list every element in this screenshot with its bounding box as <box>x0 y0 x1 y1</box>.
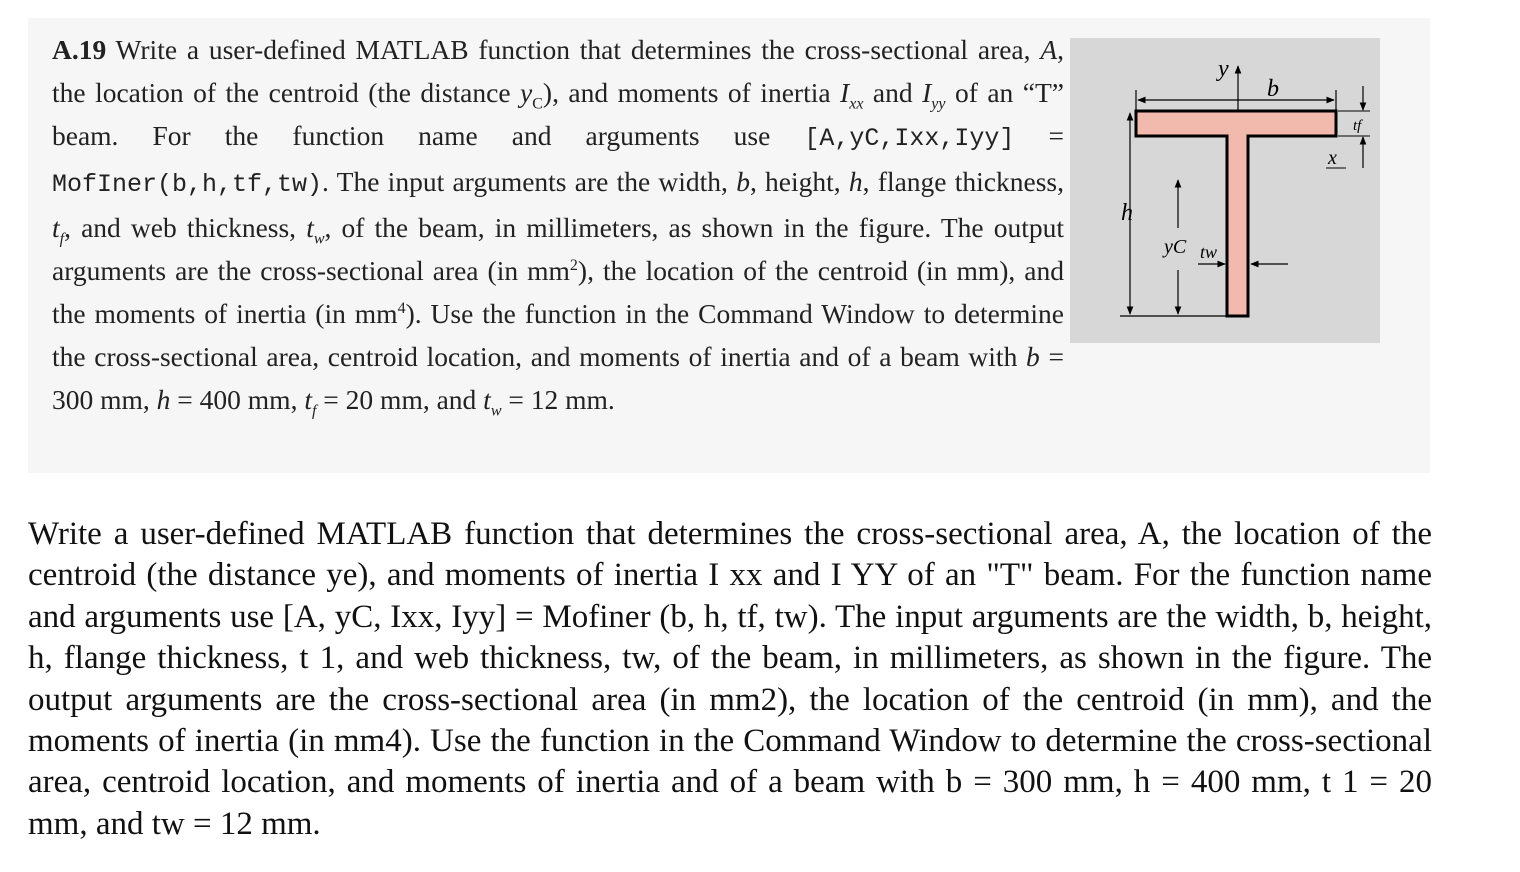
var-tf: t <box>304 384 312 415</box>
problem-text <box>52 28 1064 421</box>
text-run: = 20 mm, and <box>316 384 484 415</box>
text-run: , height, <box>749 166 849 197</box>
text-run: = 12 mm. <box>501 384 615 415</box>
var-Ixx: I <box>840 77 850 108</box>
text-run: Write a user-defined MATLAB function that determines the cross-sectional area, <box>115 34 1041 65</box>
t-beam-diagram <box>1070 38 1380 343</box>
text-run: of an “T” beam. For the function name and arguments use <box>52 77 1064 151</box>
text-run: , the location of the centroid (the distance <box>52 34 1064 108</box>
var-b: b <box>1026 341 1040 372</box>
problem-number: A.19 <box>52 34 107 65</box>
text-run: , of the beam, in millimeters, as shown in the figure. The output arguments are the cross-sectional area (in mm <box>52 212 1064 286</box>
code-function-call: MofIner(b,h,tf,tw) <box>52 170 323 199</box>
var-tf-sub: f <box>59 230 65 248</box>
label-h: h <box>1121 200 1133 226</box>
var-tw-sub: w <box>313 230 325 248</box>
label-y: y <box>1218 56 1229 82</box>
text-run: and <box>863 77 923 108</box>
var-A: A <box>1040 34 1058 65</box>
var-h: h <box>156 384 171 415</box>
text-run: , and web thickness, <box>64 212 307 243</box>
text-run: , flange thickness, <box>862 166 1064 197</box>
var-tw: t <box>306 212 314 243</box>
var-tf-sub: f <box>311 402 317 420</box>
text-run: . The input arguments are the width, <box>322 166 737 197</box>
label-x: x <box>1328 147 1337 169</box>
label-tw: tw <box>1200 242 1218 262</box>
var-yc: y <box>520 77 533 108</box>
var-tw-sub: w <box>490 402 502 420</box>
label-tf: tf <box>1353 118 1362 134</box>
var-h: h <box>848 166 863 197</box>
var-yc-sub: C <box>532 95 543 113</box>
superscript-4: 4 <box>397 299 406 317</box>
superscript-2: 2 <box>569 256 578 274</box>
var-tw: t <box>483 384 491 415</box>
code-outputs: [A,yC,Ixx,Iyy] <box>804 124 1015 153</box>
var-b: b <box>736 166 750 197</box>
var-Ixx-sub: xx <box>849 95 864 113</box>
var-Iyy-sub: yy <box>931 95 946 113</box>
text-run: = 300 mm, <box>52 341 1064 415</box>
text-run: ), the location of the centroid (in mm), and the moments of inertia (in mm <box>52 255 1064 329</box>
text-run: ). Use the function in the Command Window to determine the cross-sectional area, centroid location, and moments of inertia and of a beam with <box>52 298 1064 372</box>
var-Iyy: I <box>922 77 932 108</box>
transcribed-question: Write a user-defined MATLAB function that determines the cross-sectional area, A, the location of the centroid (the distance ye), and moments of inertia I xx and I YY of an "T" beam. For the function name and arguments use [A, yC, Ixx, Iyy] = Mofiner (b, h, tf, tw). The input arguments are the width, b, height, h, flange thickness, t 1, and web thickness, tw, of the beam, in millimeters, as shown in the figure. The output arguments are the cross-sectional area (in mm2), the location of the centroid (in mm), and the moments of inertia (in mm4). Use the function in the Command Window to determine the cross-sectional area, centroid location, and moments of inertia and of a beam with b = 300 mm, h = 400 mm, t 1 = 20 mm, and tw = 12 mm. <box>28 516 1432 842</box>
t-beam-figure <box>1070 38 1380 343</box>
text-run: = <box>1014 120 1064 151</box>
t-beam-shape <box>1136 111 1336 316</box>
problem-statement-panel <box>28 18 1430 473</box>
label-yc: yC <box>1164 236 1187 258</box>
text-run: = 400 mm, <box>170 384 305 415</box>
var-tf: t <box>52 212 60 243</box>
text-run: ), and moments of inertia <box>542 77 841 108</box>
label-b: b <box>1267 76 1279 102</box>
